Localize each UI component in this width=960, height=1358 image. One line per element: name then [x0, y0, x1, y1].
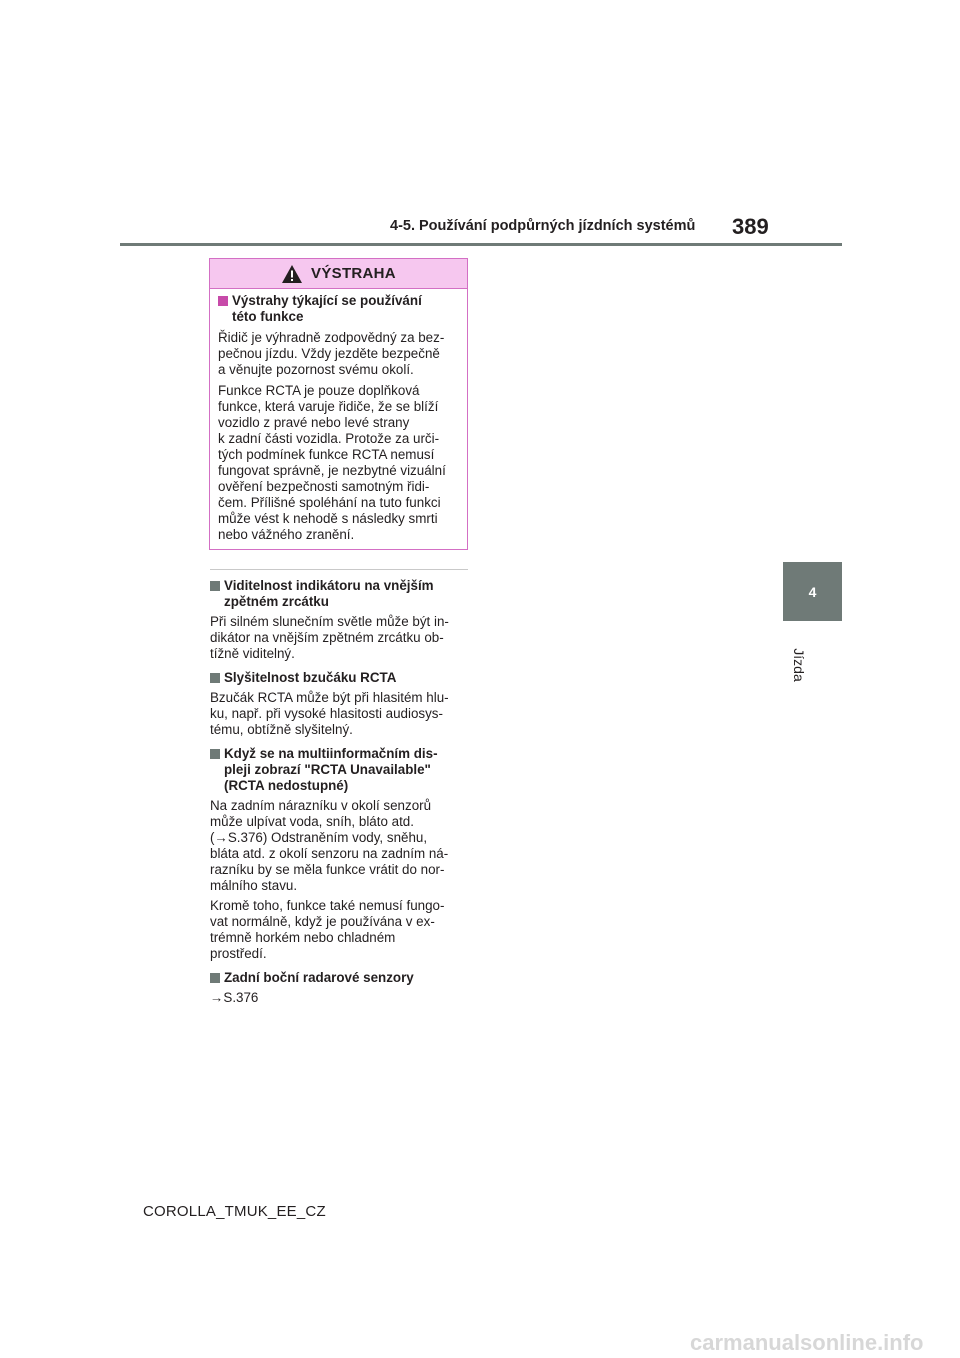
page-number: 389 — [732, 214, 769, 239]
header-rule — [120, 243, 842, 246]
section-heading-text: Viditelnost indikátoru na vnějším zpětném zrcátku — [224, 578, 434, 609]
main-column — [210, 570, 472, 1006]
section-heading-sensors — [210, 970, 472, 986]
warning-paragraph-1: Řidič je výhradně zodpovědný za bez- pečnou jízdu. Vždy jezděte bezpečně a věnujte pozornost svému okolí. — [218, 330, 445, 377]
page-reference-link[interactable]: →S.376 — [210, 990, 259, 1005]
warning-heading-text: Výstrahy týkající se používání této funkce — [232, 293, 422, 324]
watermark: carmanualsonline.info — [690, 1330, 924, 1355]
section-heading-unavailable — [210, 746, 472, 794]
warning-triangle-icon — [281, 264, 303, 284]
footer-model-code: COROLLA_TMUK_EE_CZ — [143, 1203, 326, 1220]
section-paragraph: Kromě toho, funkce také nemusí fungo- vat normálně, když je používána v ex- trémně horkém nebo chladném prostředí. — [210, 898, 445, 961]
section-paragraph: Na zadním nárazníku v okolí senzorů může ulpívat voda, sníh, bláto atd. (→S.376) Odstraněním vody, sněhu, bláta atd. z okolí senzoru na zadním ná- razníku by se měla funkce vrátit do nor- málního stavu. — [210, 798, 449, 893]
warning-heading — [218, 293, 459, 325]
section-heading-buzzer — [210, 670, 472, 686]
section-paragraph: Při silném slunečním světle může být in- dikátor na vnějším zpětném zrcátku ob- tížně viditelný. — [210, 614, 449, 661]
chapter-tab-number: 4 — [808, 583, 817, 600]
section-heading-text: Slyšitelnost bzučáku RCTA — [224, 670, 397, 685]
warning-title: VÝSTRAHA — [311, 265, 396, 282]
section-bullet-square — [210, 749, 220, 759]
section-heading-text: Když se na multiinformačním dis- pleji zobrazí "RCTA Unavailable" (RCTA nedostupné) — [224, 746, 438, 793]
warning-header — [210, 259, 467, 289]
section-bullet-square — [210, 581, 220, 591]
section-paragraph: Bzučák RCTA může být při hlasitém hlu- ku, např. při vysoké hlasitosti audiosys- tému, obtížně slyšitelný. — [210, 690, 449, 737]
warning-paragraph-2: Funkce RCTA je pouze doplňková funkce, která varuje řidiče, že se blíží vozidlo z pravé nebo levé strany k zadní části vozidla. Protože za urči- tých podmínek funkce RCTA nemusí fungovat správně, je nezbytné vizuální ověření bezpečnosti samotným řidi- čem. Přílišné spoléhání na tuto funkci může vést k nehodě s následky smrti nebo vážného zranění. — [218, 383, 446, 542]
warning-box — [209, 258, 468, 550]
warning-bullet-square — [218, 296, 228, 306]
chapter-tab[interactable] — [783, 562, 842, 621]
chapter-tab-label: Jízda — [791, 648, 807, 682]
section-heading-text: Zadní boční radarové senzory — [224, 970, 414, 985]
section-bullet-square — [210, 973, 220, 983]
warning-body — [210, 289, 467, 543]
chapter-heading: 4-5. Používání podpůrných jízdních systémů — [390, 218, 696, 234]
section-heading-indicator — [210, 578, 472, 610]
section-bullet-square — [210, 673, 220, 683]
